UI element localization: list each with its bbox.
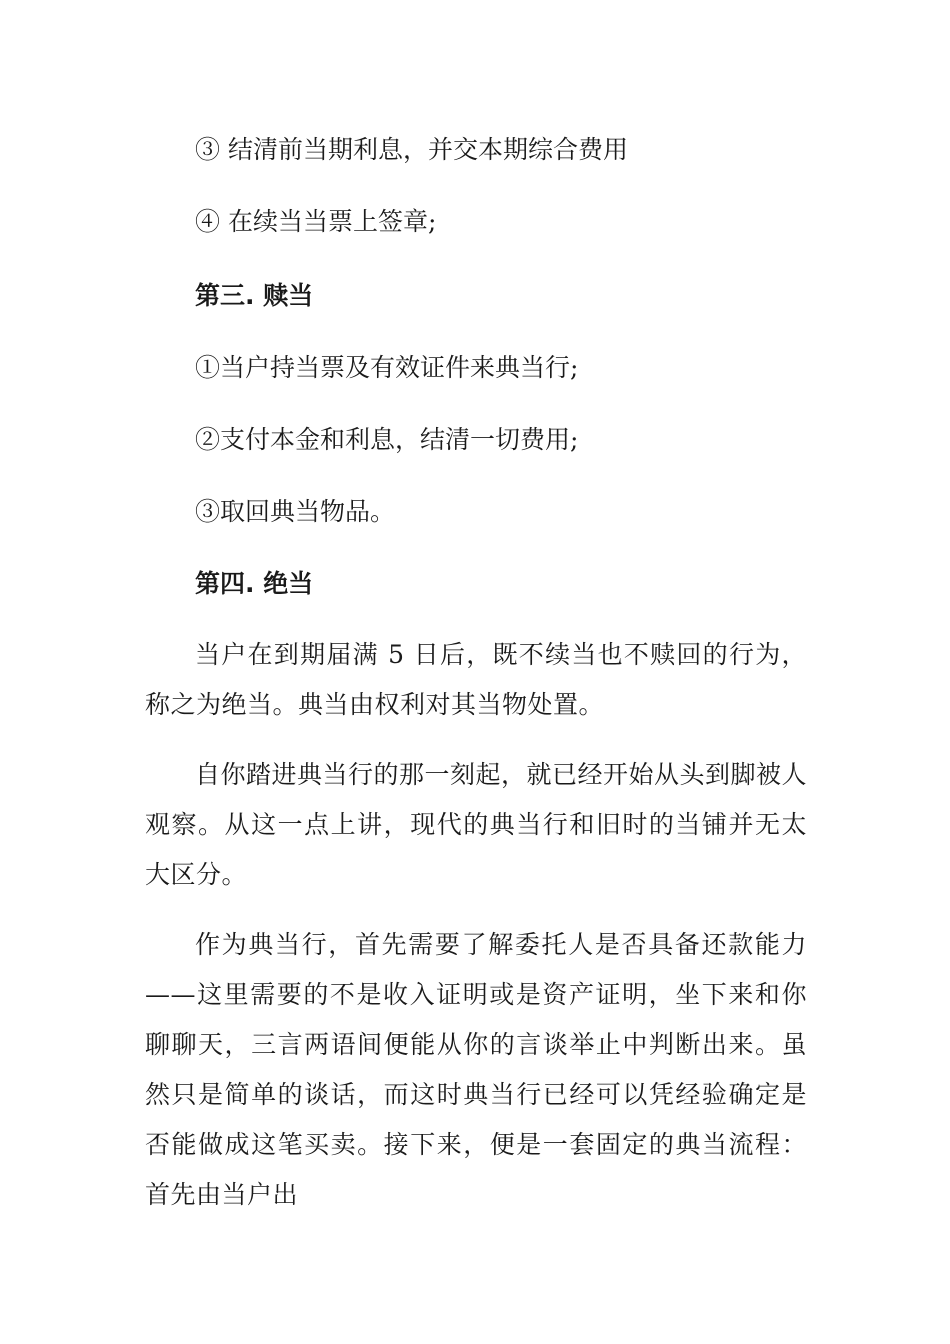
observation-paragraph: 自你踏进典当行的那一刻起，就已经开始从头到脚被人观察。从这一点上讲，现代的典当行和旧时的当铺并无太大区分。 [145, 760, 808, 889]
forfeit-paragraph: 当户在到期届满 5 日后，既不续当也不赎回的行为，称之为绝当。典当由权利对其当物处置。 [145, 640, 807, 719]
step-4-sign-ticket: ④ 在续当当票上签章; [195, 207, 437, 236]
process-paragraph: 作为典当行，首先需要了解委托人是否具备还款能力——这里需要的不是收入证明或是资产证明，坐下来和你聊聊天，三言两语间便能从你的言谈举止中判断出来。虽然只是简单的谈话，而这时典当行已经可以凭经验确定是否能做成这笔买卖。接下来，便是一套固定的典当流程：首先由当户出 [145, 930, 807, 1209]
section-4-heading: 第四. 绝当 [195, 569, 314, 598]
redeem-item-1: ①当户持当票及有效证件来典当行; [195, 353, 579, 382]
redeem-item-3: ③取回典当物品。 [195, 497, 396, 526]
redeem-item-2: ②支付本金和利息，结清一切费用; [195, 425, 579, 454]
section-3-heading: 第三. 赎当 [195, 281, 314, 310]
step-3-settle-interest: ③ 结清前当期利息，并交本期综合费用 [195, 135, 628, 164]
